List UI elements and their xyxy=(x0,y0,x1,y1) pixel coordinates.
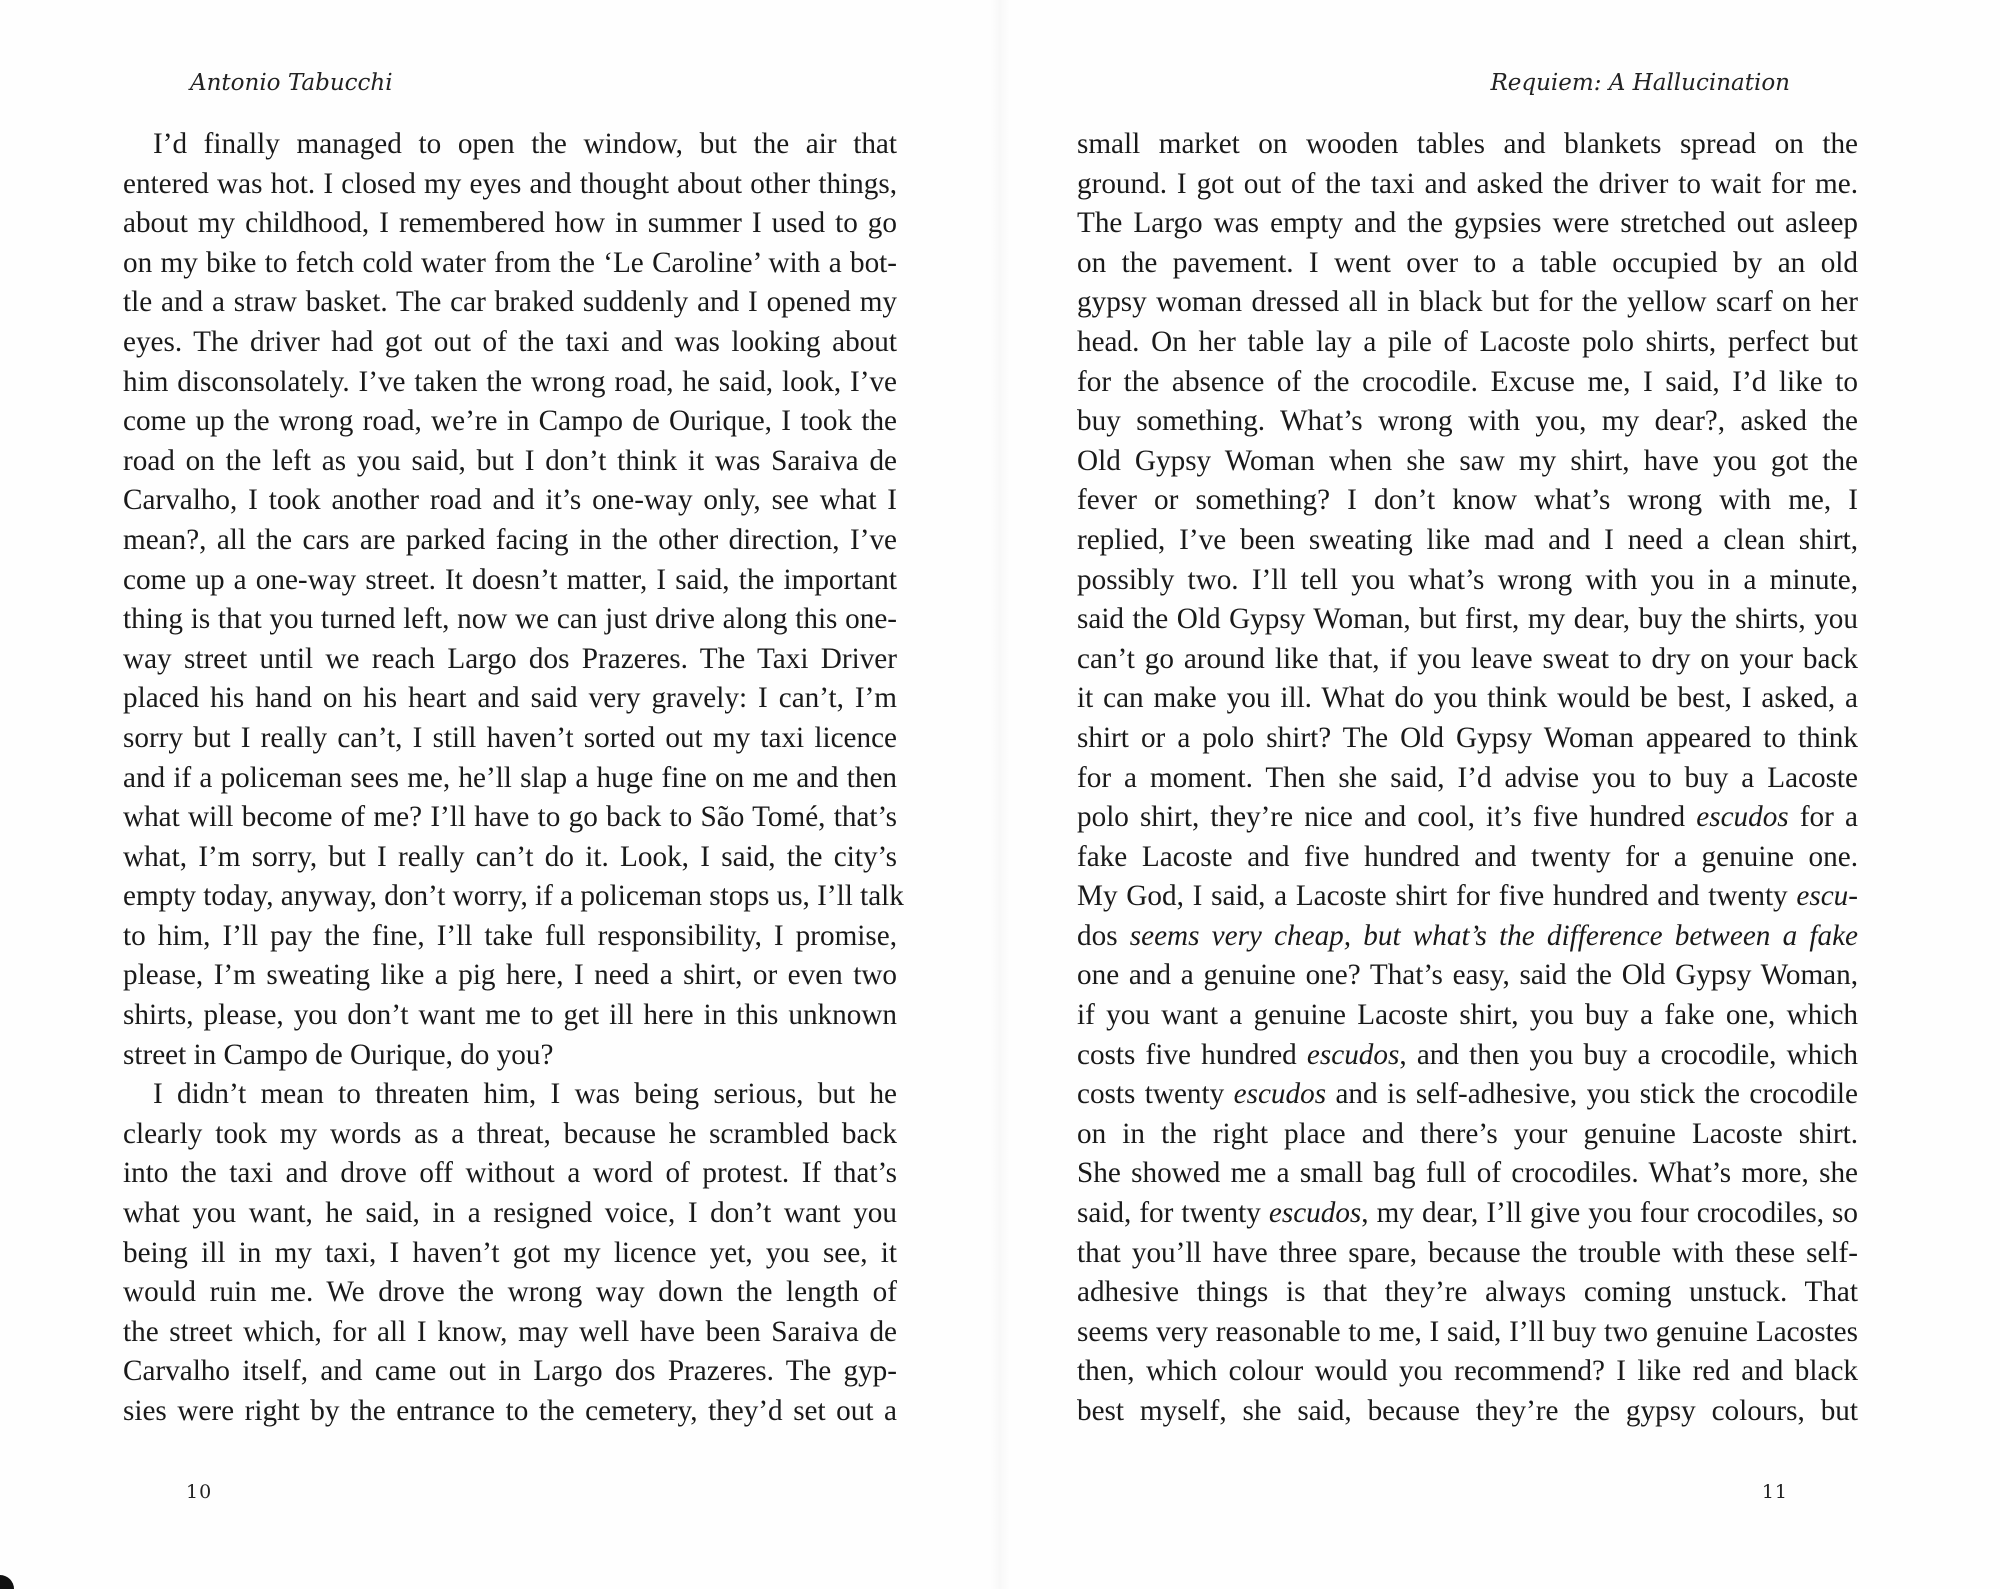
text-line xyxy=(123,719,897,759)
text-line xyxy=(123,481,897,521)
text-segment: for the absence of the crocodile. Excuse me, I said, I’d like to xyxy=(1077,365,1858,398)
text-segment: fake Lacoste and five hundred and twenty for a genuine one. xyxy=(1077,840,1858,873)
text-segment: into the taxi and drove off without a word of protest. If that’s xyxy=(123,1157,897,1190)
text-line xyxy=(123,165,897,205)
text-segment: eyes. The driver had got out of the taxi and was looking about xyxy=(123,325,897,358)
text-segment: on my bike to fetch cold water from the ‘Le Caroline’ with a bot- xyxy=(123,246,897,279)
text-line xyxy=(1077,204,1858,244)
text-line xyxy=(123,838,897,878)
text-line xyxy=(1077,679,1858,719)
text-segment: possibly two. I’ll tell you what’s wrong with you in a minute, xyxy=(1077,563,1858,596)
text-segment: on the pavement. I went over to a table occupied by an old xyxy=(1077,246,1858,279)
italic-text: escudos xyxy=(1268,1197,1362,1230)
text-segment: I didn’t mean to threaten him, I was being serious, but he xyxy=(153,1078,897,1111)
text-segment: one and a genuine one? That’s easy, said the Old Gypsy Woman, xyxy=(1077,959,1858,992)
text-line xyxy=(1077,1352,1858,1392)
text-segment: shirts, please, you don’t want me to get ill here in this unknown xyxy=(123,999,897,1032)
text-line xyxy=(123,204,897,244)
text-line xyxy=(123,917,897,957)
text-segment: then, which colour would you recommend? I like red and black xyxy=(1077,1355,1858,1388)
text-segment: seems very reasonable to me, I said, I’ll buy two genuine Lacostes xyxy=(1077,1315,1858,1348)
text-line xyxy=(123,1115,897,1155)
text-segment: tle and a straw basket. The car braked suddenly and I opened my xyxy=(123,286,897,319)
text-segment: My God, I said, a Lacoste shirt for five hundred and twenty xyxy=(1077,880,1797,913)
text-segment: it can make you ill. What do you think would be best, I asked, a xyxy=(1077,682,1858,715)
text-line xyxy=(123,521,897,561)
text-line xyxy=(123,640,897,680)
text-segment: head. On her table lay a pile of Lacoste polo shirts, perfect but xyxy=(1077,325,1858,358)
text-segment: would ruin me. We drove the wrong way down the length of xyxy=(123,1276,897,1309)
text-segment: costs five hundred xyxy=(1077,1038,1307,1071)
text-line xyxy=(123,363,897,403)
text-segment: buy something. What’s wrong with you, my dear?, asked the xyxy=(1077,405,1858,438)
text-line xyxy=(123,1075,897,1115)
text-line xyxy=(123,877,904,917)
text-line xyxy=(123,1234,897,1274)
text-line xyxy=(1077,125,1858,165)
italic-text: escudos xyxy=(1233,1078,1327,1111)
running-header-title: Requiem: A Hallucination xyxy=(1490,70,1790,96)
text-segment: Carvalho itself, and came out in Largo dos Prazeres. The gyp- xyxy=(123,1355,897,1388)
text-line xyxy=(1077,165,1858,205)
text-line xyxy=(1077,283,1858,323)
text-line xyxy=(123,283,897,323)
text-line xyxy=(1077,838,1858,878)
text-line xyxy=(123,561,897,601)
text-segment: on in the right place and there’s your genuine Lacoste shirt. xyxy=(1077,1117,1858,1150)
text-segment: dos xyxy=(1077,919,1118,952)
text-line xyxy=(123,442,897,482)
text-segment: , and then you buy a crocodile, which xyxy=(1399,1038,1858,1071)
text-segment: can’t go around like that, if you leave sweat to dry on your back xyxy=(1077,642,1858,675)
text-segment: said, for twenty xyxy=(1077,1197,1269,1230)
text-segment: costs twenty xyxy=(1077,1078,1234,1111)
text-line xyxy=(123,798,897,838)
text-line xyxy=(123,1154,897,1194)
text-segment: gypsy woman dressed all in black but for the yellow scarf on her xyxy=(1077,286,1858,319)
text-segment: replied, I’ve been sweating like mad and I need a clean shirt, xyxy=(1077,523,1858,556)
text-segment: Old Gypsy Woman when she saw my shirt, have you got the xyxy=(1077,444,1858,477)
text-segment: Carvalho, I took another road and it’s one-way only, see what I xyxy=(123,484,897,517)
text-segment: I’d finally managed to open the window, but the air that xyxy=(153,128,897,160)
page-number-left: 10 xyxy=(186,1481,213,1503)
text-line xyxy=(1077,442,1858,482)
text-line xyxy=(1077,759,1858,799)
text-segment: road on the left as you said, but I don’t think it was Saraiva de xyxy=(123,444,897,477)
text-line xyxy=(1077,1313,1858,1353)
text-segment: clearly took my words as a threat, because he scrambled back xyxy=(123,1117,897,1150)
text-line xyxy=(1077,798,1858,838)
text-segment: entered was hot. I closed my eyes and thought about other things, xyxy=(123,167,897,200)
text-segment: empty today, anyway, don’t worry, if a policeman stops us, I’ll talk xyxy=(123,880,904,913)
text-segment: sorry but I really can’t, I still haven’t sorted out my taxi licence xyxy=(123,721,897,754)
text-segment: what, I’m sorry, but I really can’t do it. Look, I said, the city’s xyxy=(123,840,897,873)
text-segment: to him, I’ll pay the fine, I’ll take full responsibility, I promise, xyxy=(123,919,897,952)
text-segment: She showed me a small bag full of crocodiles. What’s more, she xyxy=(1077,1157,1858,1190)
text-line xyxy=(1077,996,1858,1036)
text-line xyxy=(1077,363,1858,403)
text-segment: said the Old Gypsy Woman, but first, my dear, buy the shirts, you xyxy=(1077,603,1858,636)
text-line xyxy=(1077,640,1858,680)
text-segment: way street until we reach Largo dos Prazeres. The Taxi Driver xyxy=(123,642,897,675)
text-segment: what will become of me? I’ll have to go back to São Tomé, that’s xyxy=(123,801,897,834)
text-line xyxy=(123,679,897,719)
text-line xyxy=(123,996,897,1036)
text-line xyxy=(123,956,897,996)
text-segment: for a moment. Then she said, I’d advise you to buy a Lacoste xyxy=(1077,761,1858,794)
text-line xyxy=(123,125,897,165)
italic-text: escu- xyxy=(1796,880,1858,913)
left-body-text xyxy=(123,125,904,1432)
text-line xyxy=(123,244,897,284)
text-segment: for a xyxy=(1788,801,1858,834)
text-line xyxy=(1077,402,1858,442)
text-line xyxy=(1077,1234,1858,1274)
text-line xyxy=(123,759,897,799)
text-segment: and is self-adhesive, you stick the crocodile xyxy=(1326,1078,1858,1111)
text-line xyxy=(1077,1075,1858,1115)
text-line xyxy=(1077,917,1858,957)
page-number-right: 11 xyxy=(1761,1481,1788,1503)
right-body-text xyxy=(1077,125,1858,1432)
text-segment: what you want, he said, in a resigned voice, I don’t want you xyxy=(123,1197,897,1230)
text-segment: shirt or a polo shirt? The Old Gypsy Woman appeared to think xyxy=(1077,721,1858,754)
text-line xyxy=(1077,719,1858,759)
text-line xyxy=(123,402,897,442)
text-line xyxy=(1077,1115,1858,1155)
italic-text: escudos xyxy=(1696,801,1789,834)
text-line xyxy=(1077,1194,1858,1234)
text-segment: come up the wrong road, we’re in Campo de Ourique, I took the xyxy=(123,405,897,438)
text-line xyxy=(123,1194,897,1234)
text-segment: street in Campo de Ourique, do you? xyxy=(123,1038,554,1071)
text-segment: the street which, for all I know, may well have been Saraiva de xyxy=(123,1315,897,1348)
text-line xyxy=(1077,1036,1858,1076)
text-segment: polo shirt, they’re nice and cool, it’s five hundred xyxy=(1077,801,1697,834)
text-line xyxy=(123,1392,897,1432)
text-segment: about my childhood, I remembered how in summer I used to go xyxy=(123,207,897,240)
text-segment: come up a one-way street. It doesn’t matter, I said, the important xyxy=(123,563,897,596)
right-page xyxy=(1000,0,2000,1589)
text-line xyxy=(1077,521,1858,561)
text-segment: , my dear, I’ll give you four crocodiles, so xyxy=(1361,1197,1858,1230)
text-line xyxy=(1077,1392,1858,1432)
text-line xyxy=(123,600,897,640)
text-line xyxy=(1077,561,1858,601)
text-segment: mean?, all the cars are parked facing in the other direction, I’ve xyxy=(123,523,897,556)
text-segment: being ill in my taxi, I haven’t got my licence yet, you see, it xyxy=(123,1236,897,1269)
text-segment: small market on wooden tables and blankets spread on the xyxy=(1077,128,1858,160)
text-line xyxy=(123,1352,897,1392)
text-segment: fever or something? I don’t know what’s wrong with me, I xyxy=(1077,484,1858,517)
text-segment: adhesive things is that they’re always coming unstuck. That xyxy=(1077,1276,1858,1309)
text-line xyxy=(1077,600,1858,640)
text-segment: and if a policeman sees me, he’ll slap a huge fine on me and then xyxy=(123,761,897,794)
italic-text: escudos xyxy=(1306,1038,1400,1071)
text-segment: The Largo was empty and the gypsies were stretched out asleep xyxy=(1077,207,1858,240)
text-line xyxy=(1077,244,1858,284)
text-segment: sies were right by the entrance to the cemetery, they’d set out a xyxy=(123,1395,897,1427)
text-line xyxy=(1077,323,1858,363)
text-segment: thing is that you turned left, now we can just drive along this one- xyxy=(123,603,897,636)
text-line xyxy=(1077,956,1858,996)
text-segment: that you’ll have three spare, because the trouble with these self- xyxy=(1077,1236,1858,1269)
text-segment: if you want a genuine Lacoste shirt, you buy a fake one, which xyxy=(1077,999,1858,1032)
text-segment: him disconsolately. I’ve taken the wrong road, he said, look, I’ve xyxy=(123,365,897,398)
text-line xyxy=(1077,877,1858,917)
text-line xyxy=(123,1273,897,1313)
text-line xyxy=(1077,1154,1858,1194)
text-segment: please, I’m sweating like a pig here, I need a shirt, or even two xyxy=(123,959,897,992)
text-segment: placed his hand on his heart and said very gravely: I can’t, I’m xyxy=(123,682,897,715)
text-line xyxy=(1077,481,1858,521)
running-header-author: Antonio Tabucchi xyxy=(190,70,393,96)
text-segment: best myself, she said, because they’re the gypsy colours, but xyxy=(1077,1395,1858,1427)
text-line xyxy=(123,1313,897,1353)
text-line xyxy=(123,323,897,363)
text-segment: ground. I got out of the taxi and asked the driver to wait for me. xyxy=(1077,167,1858,200)
text-line xyxy=(1077,1273,1858,1313)
italic-text: seems very cheap, but what’s the difference between a fake xyxy=(1117,919,1858,952)
text-line xyxy=(123,1036,897,1076)
